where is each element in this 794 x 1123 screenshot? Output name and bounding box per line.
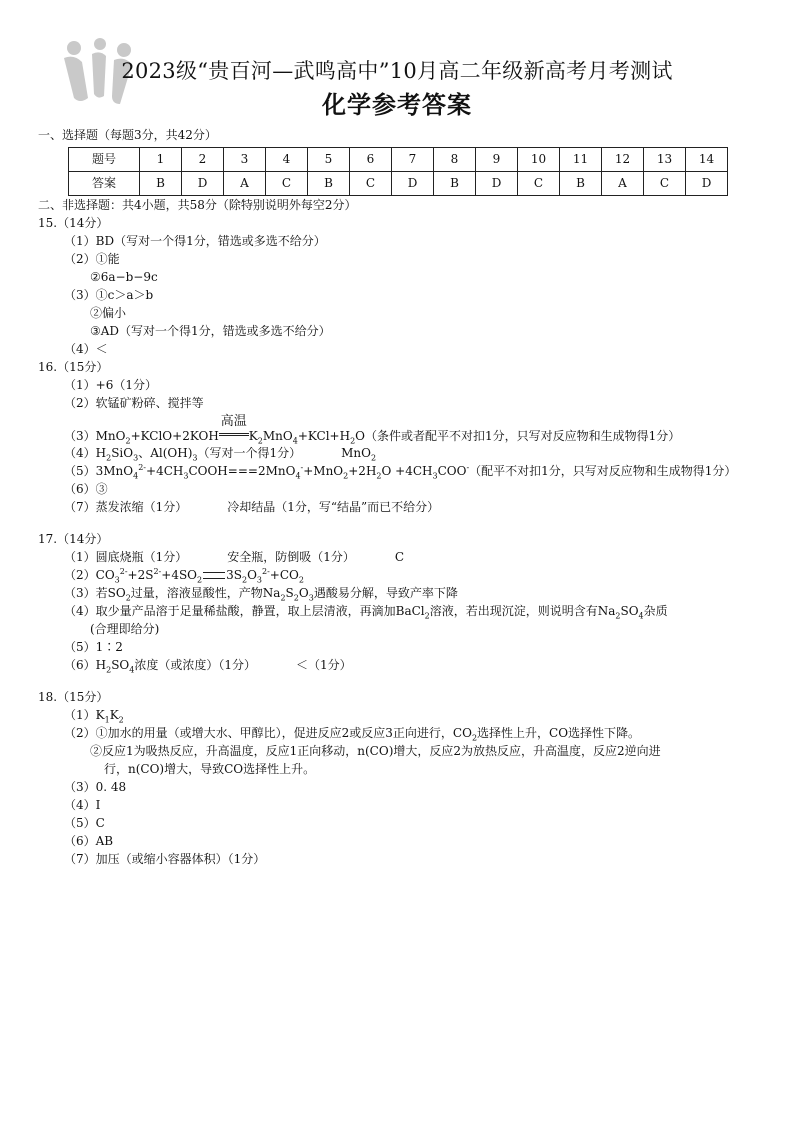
q15-line: （1）BD（写对一个得1分，错选或多选不给分）	[64, 234, 326, 248]
table-header-answer: 答案	[69, 172, 140, 196]
question-number: 14	[686, 148, 728, 172]
q18-line: （2）①加水的用量（或增大水、甲醇比），促进反应2或反应3正向进行，$CO_2$选择性上升，CO选择性下降。	[64, 726, 641, 743]
q17-line: （4）取少量产品溶于足量稀盐酸，静置，取上层清液，再滴加BaCl$_2$溶液，若出现沉淀，则说明含有$Na_2SO_4$杂质	[64, 604, 668, 621]
answer-key-title: 化学参考答案	[322, 91, 472, 119]
q15-line: （2）①能	[64, 252, 120, 266]
q18-line: 行，n(CO)增大，导致CO选择性上升。	[104, 762, 316, 776]
choice-answer: D	[182, 172, 224, 196]
table-header-number: 题号	[69, 148, 140, 172]
q18-line: （4）I	[64, 798, 101, 812]
q15-line: ②偏小	[90, 306, 127, 320]
table-row-answers	[69, 172, 728, 196]
choice-answer: A	[224, 172, 266, 196]
choice-answer: B	[140, 172, 182, 196]
q18-line: （5）C	[64, 816, 105, 830]
q16-line: （7）蒸发浓缩（1分） 冷却结晶（1分，写“结晶”而已不给分）	[64, 500, 440, 514]
q16-equation-line: （3）MnO$_2$+KClO+2KOH 高温 $K_2MnO_4+KCl+H_2O$（条件或者配平不对扣1分，只写对反应物和生成物得1分）	[64, 414, 681, 446]
choice-answer: C	[350, 172, 392, 196]
q17-line: $(6)H_2SO_4$浓度（或浓度）（1分） ＜（1分）	[64, 658, 352, 675]
q18-line: （6）AB	[64, 834, 114, 848]
question-number: 5	[308, 148, 350, 172]
choice-answer: A	[602, 172, 644, 196]
choice-answer: B	[308, 172, 350, 196]
q17-line: （3）若$SO_2$过量，溶液显酸性，产物$Na_2S_2O_3$遇酸易分解，导致产率下降	[64, 586, 458, 603]
q16-line: （6）③	[64, 482, 108, 496]
choice-answer: C	[266, 172, 308, 196]
choice-answer: D	[392, 172, 434, 196]
equals-sign	[203, 572, 225, 579]
q15-line: （4）＜	[64, 342, 108, 356]
choice-answer: B	[434, 172, 476, 196]
question-number: 7	[392, 148, 434, 172]
q16-line: （2）软锰矿粉碎、搅拌等	[64, 396, 204, 410]
q17-line: (合理即给分)	[90, 622, 160, 636]
section-heading-nonchoice: 二、非选择题：共4小题，共58分（除特别说明外每空2分）	[38, 198, 357, 212]
q16-equation-line: $(5)3MnO_4^{2-}+4CH_3COOH===2MnO_4^-+MnO_2+2H_2O +4CH_3COO^-$（配平不对扣1分，只写对反应物和生成物得1分）	[64, 463, 737, 481]
q17-line: （5）1∶2	[64, 640, 123, 654]
q18-line: $(1)K_1K_2$	[64, 708, 124, 725]
q16-line: （1）+6（1分）	[64, 378, 157, 392]
q15-line: ②6a−b−9c	[90, 270, 158, 284]
question-number: 1	[140, 148, 182, 172]
question-number: 4	[266, 148, 308, 172]
choice-answer: C	[644, 172, 686, 196]
q15-title: 15.（14分）	[38, 216, 109, 230]
q18-line: ②反应1为吸热反应，升高温度，反应1正向移动，n(CO)增大，反应2为放热反应，升高温度，反应2逆向进	[90, 744, 661, 758]
q18-line: （3）0. 48	[64, 780, 127, 794]
question-number: 6	[350, 148, 392, 172]
choice-answer: C	[518, 172, 560, 196]
answer-content	[38, 128, 768, 870]
table-row-numbers	[69, 148, 728, 172]
choice-answer: D	[476, 172, 518, 196]
question-number: 9	[476, 148, 518, 172]
q16-title: 16.（15分）	[38, 360, 109, 374]
q15-line: （3）①c＞a＞b	[64, 288, 154, 302]
choice-answer: D	[686, 172, 728, 196]
q18-line: （7）加压（或缩小容器体积）（1分）	[64, 852, 266, 866]
question-number: 10	[518, 148, 560, 172]
question-number: 13	[644, 148, 686, 172]
choice-answer-table	[68, 147, 728, 196]
q17-title: 17.（14分）	[38, 532, 109, 546]
q15-line: ③AD（写对一个得1分，错选或多选不给分）	[90, 324, 331, 338]
question-number: 3	[224, 148, 266, 172]
q16-line: $(4)H_2SiO_3$、$Al(OH)_3$（写对一个得1分） MnO$_2$	[64, 446, 377, 463]
high-temperature-condition: 高温	[219, 428, 249, 440]
question-number: 11	[560, 148, 602, 172]
q17-line: （1）圆底烧瓶（1分） 安全瓶，防倒吸（1分） C	[64, 550, 405, 564]
question-number: 12	[602, 148, 644, 172]
section-heading-choice: 一、选择题（每题3分，共42分）	[38, 128, 217, 142]
question-number: 2	[182, 148, 224, 172]
exam-title: 2023级“贵百河—武鸣高中”10月高二年级新高考月考测试	[121, 59, 673, 83]
q17-equation-line: $(2)CO_3^{2-}+2S^{2-}+4SO_2$ $3S_2O_3^{2-}+CO_2$	[64, 567, 304, 585]
choice-answer: B	[560, 172, 602, 196]
q18-title: 18.（15分）	[38, 690, 109, 704]
question-number: 8	[434, 148, 476, 172]
